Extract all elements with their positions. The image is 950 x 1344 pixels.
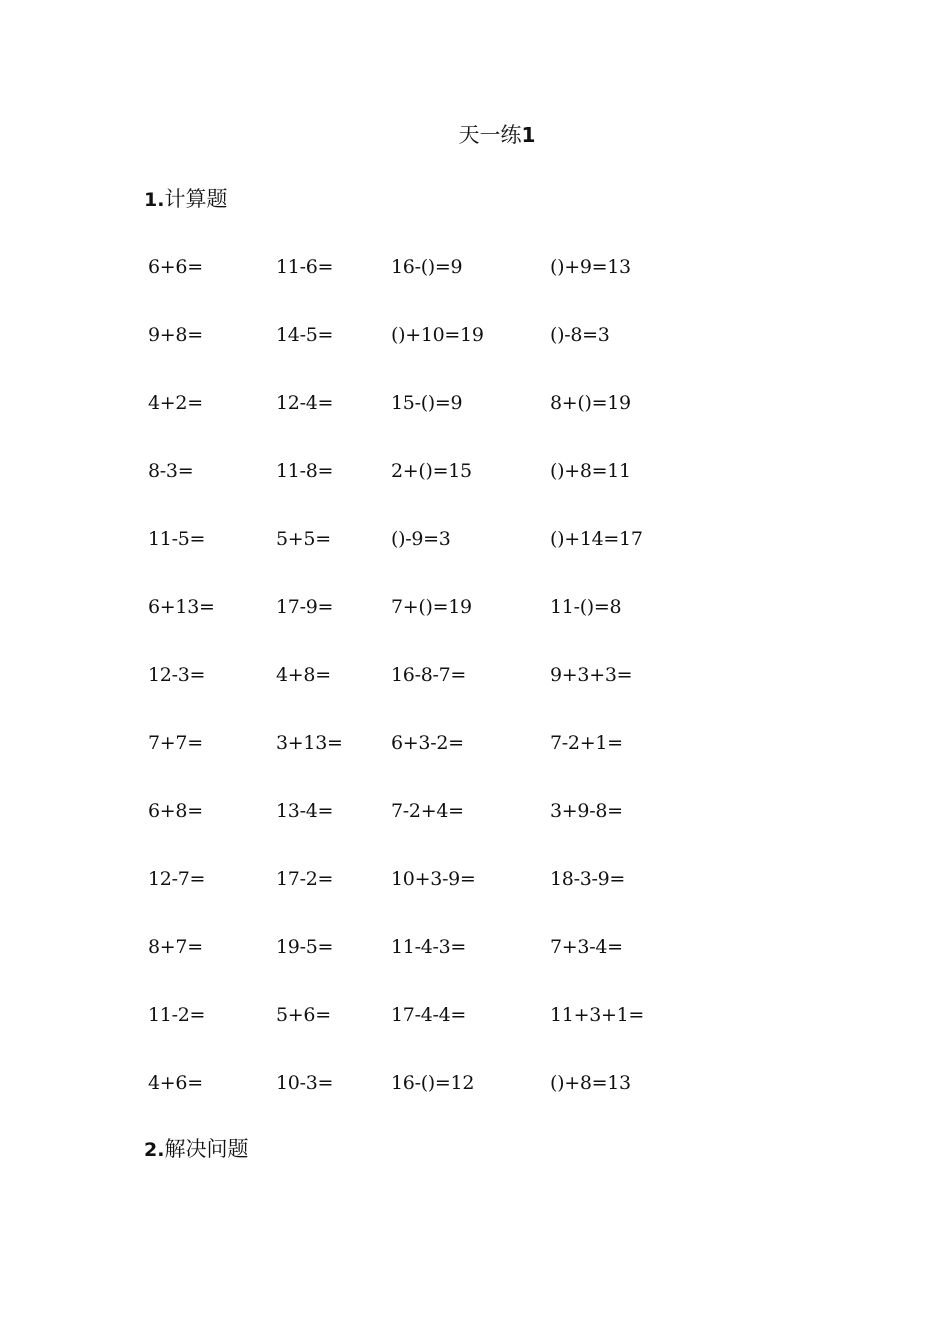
- arithmetic-problem: 5+6=: [276, 1004, 331, 1026]
- arithmetic-problem: 11-4-3=: [391, 936, 467, 958]
- arithmetic-problem: 7-2+4=: [391, 800, 464, 822]
- arithmetic-problem: 11-8=: [276, 460, 334, 482]
- problem-row: [148, 796, 708, 864]
- arithmetic-problem: 14-5=: [276, 324, 334, 346]
- problem-row: [148, 728, 708, 796]
- section-number: 1.: [144, 189, 165, 211]
- section-label: 解决问题: [164, 1137, 249, 1161]
- arithmetic-problem: 12-7=: [148, 868, 206, 890]
- arithmetic-problem: 11-6=: [276, 256, 334, 278]
- arithmetic-problem: ()+14=17: [550, 528, 643, 550]
- arithmetic-problem: 9+3+3=: [550, 664, 633, 686]
- arithmetic-problem: 16-()=9: [391, 256, 463, 278]
- arithmetic-problem: 7+7=: [148, 732, 203, 754]
- page-title: [0, 121, 950, 149]
- arithmetic-problem: 3+9-8=: [550, 800, 623, 822]
- problem-row: [148, 592, 708, 660]
- arithmetic-problem: 11-2=: [148, 1004, 206, 1026]
- arithmetic-problem: ()-8=3: [550, 324, 610, 346]
- arithmetic-problem: 10-3=: [276, 1072, 334, 1094]
- arithmetic-problem: 8+7=: [148, 936, 203, 958]
- arithmetic-problem: 7+()=19: [391, 596, 472, 618]
- arithmetic-problem: 16-8-7=: [391, 664, 467, 686]
- arithmetic-problem: 4+2=: [148, 392, 203, 414]
- arithmetic-problem: 17-4-4=: [391, 1004, 467, 1026]
- arithmetic-problem: 13-4=: [276, 800, 334, 822]
- arithmetic-problem: ()-9=3: [391, 528, 451, 550]
- arithmetic-problem: 15-()=9: [391, 392, 463, 414]
- calculation-problem-grid: [148, 252, 708, 1136]
- arithmetic-problem: 4+6=: [148, 1072, 203, 1094]
- arithmetic-problem: 6+3-2=: [391, 732, 464, 754]
- arithmetic-problem: 17-2=: [276, 868, 334, 890]
- arithmetic-problem: 12-3=: [148, 664, 206, 686]
- arithmetic-problem: 17-9=: [276, 596, 334, 618]
- problem-row: [148, 1068, 708, 1136]
- section-number: 2.: [144, 1139, 165, 1161]
- page-title-text: 天一练: [458, 123, 522, 147]
- arithmetic-problem: 11+3+1=: [550, 1004, 645, 1026]
- problem-row: [148, 456, 708, 524]
- problem-row: [148, 660, 708, 728]
- page-title-number: 1: [521, 123, 536, 147]
- arithmetic-problem: ()+9=13: [550, 256, 631, 278]
- arithmetic-problem: 18-3-9=: [550, 868, 626, 890]
- arithmetic-problem: 6+6=: [148, 256, 203, 278]
- problem-row: [148, 252, 708, 320]
- arithmetic-problem: 11-()=8: [550, 596, 622, 618]
- arithmetic-problem: 2+()=15: [391, 460, 472, 482]
- problem-row: [148, 1000, 708, 1068]
- arithmetic-problem: 10+3-9=: [391, 868, 476, 890]
- arithmetic-problem: 11-5=: [148, 528, 206, 550]
- arithmetic-problem: 8-3=: [148, 460, 194, 482]
- arithmetic-problem: 12-4=: [276, 392, 334, 414]
- arithmetic-problem: 6+8=: [148, 800, 203, 822]
- arithmetic-problem: 3+13=: [276, 732, 343, 754]
- arithmetic-problem: 19-5=: [276, 936, 334, 958]
- arithmetic-problem: 4+8=: [276, 664, 331, 686]
- arithmetic-problem: 7-2+1=: [550, 732, 623, 754]
- arithmetic-problem: 6+13=: [148, 596, 215, 618]
- problem-row: [148, 320, 708, 388]
- arithmetic-problem: 5+5=: [276, 528, 331, 550]
- problem-row: [148, 524, 708, 592]
- arithmetic-problem: ()+10=19: [391, 324, 484, 346]
- section-label: 计算题: [164, 187, 228, 211]
- arithmetic-problem: 9+8=: [148, 324, 203, 346]
- problem-row: [148, 932, 708, 1000]
- arithmetic-problem: 8+()=19: [550, 392, 631, 414]
- arithmetic-problem: 16-()=12: [391, 1072, 475, 1094]
- arithmetic-problem: ()+8=11: [550, 460, 631, 482]
- section-heading-word-problems: [144, 1135, 248, 1164]
- problem-row: [148, 388, 708, 456]
- arithmetic-problem: ()+8=13: [550, 1072, 631, 1094]
- section-heading-calculation: [144, 185, 227, 214]
- arithmetic-problem: 7+3-4=: [550, 936, 623, 958]
- problem-row: [148, 864, 708, 932]
